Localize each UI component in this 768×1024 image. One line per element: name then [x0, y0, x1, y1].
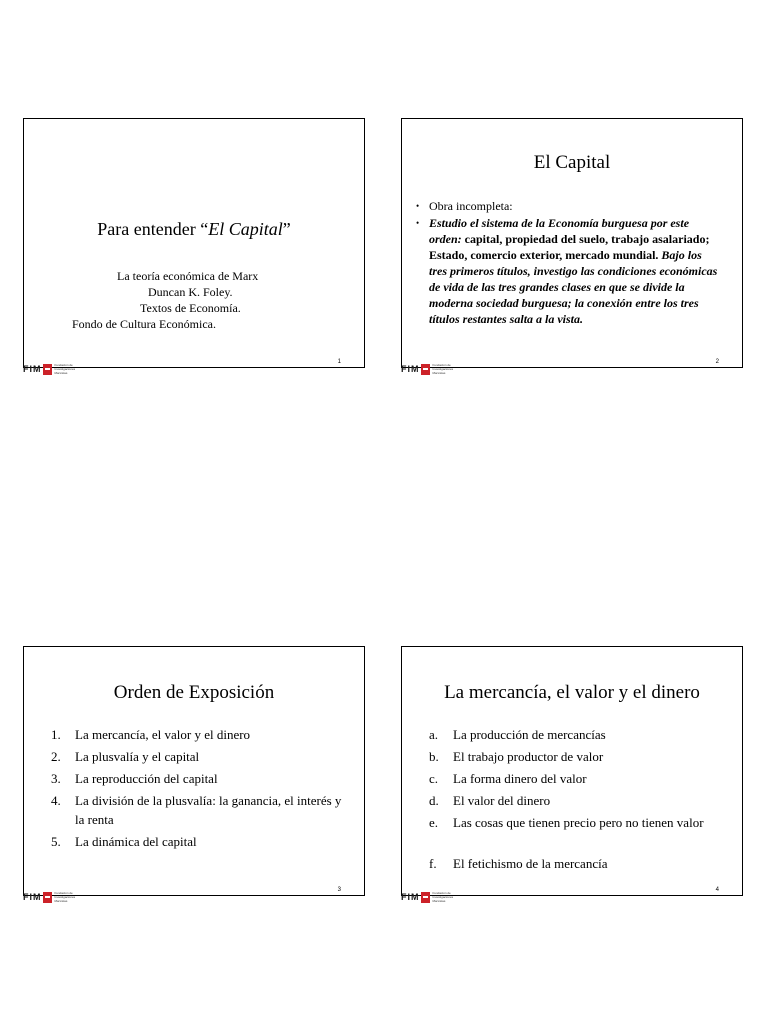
logo-text: Fundación de Investigaciones Marxistas [432, 891, 454, 903]
fim-logo [23, 362, 75, 376]
logo-mark-icon [421, 892, 430, 903]
subtitle-line: Fondo de Cultura Económica. [72, 317, 216, 331]
page-number: 4 [715, 887, 719, 893]
subtitle-line: La teoría económica de Marx [117, 269, 259, 283]
logo-text: Fundación de Investigaciones Marxistas [54, 891, 76, 903]
slide-title: Para entender “El Capital” [97, 219, 291, 239]
logo-mark-icon [421, 364, 430, 375]
page-number: 1 [337, 359, 341, 365]
slide-4: La mercancía, el valor y el dinero a. La producción de mercancías b. El trabajo productor de valor c. La forma dinero del valor d. El valor del dinero e. Las cosas que tienen precio pero no tienen valor f. El fetichismo de la mercancía 4 [401, 646, 743, 896]
logo-wordmark: FIM [23, 364, 42, 374]
slide-title: El Capital [533, 152, 611, 173]
subtitle-line: Textos de Economía. [140, 301, 241, 315]
logo-wordmark: FIM [401, 892, 420, 902]
bullet-item: • Obra incompleta: [416, 199, 513, 213]
logo-wordmark: FIM [401, 364, 420, 374]
page-number: 2 [715, 359, 719, 365]
logo-text: Fundación de Investigaciones Marxistas [432, 363, 454, 375]
logo-mark-icon [43, 892, 52, 903]
bullet-item: • Estudio el sistema de la Economía burguesa por este orden: capital, propiedad del suelo, trabajo asalariado; Estado, comercio exterior, mercado mundial. Bajo los tres primeros títulos, investigo las condiciones económicas de vida de las tres grandes clases en que se divide la moderna sociedad burguesa; la conexión entre los tres títulos restantes salta a la vista. [416, 216, 718, 326]
bullet-icon: • [416, 201, 420, 211]
page-number: 3 [337, 887, 341, 893]
slide-title: Orden de Exposición [113, 682, 275, 703]
slide-3: Orden de Exposición 1. La mercancía, el valor y el dinero 2. La plusvalía y el capital 3. La reproducción del capital 4. La división de la plusvalía: la ganancia, el interés y la renta 5. La dinámica del capital 3 [23, 646, 365, 896]
fim-logo [401, 890, 453, 904]
logo-mark-icon [43, 364, 52, 375]
fim-logo [23, 890, 75, 904]
slide-1 [23, 118, 365, 368]
fim-logo [401, 362, 453, 376]
logo-wordmark: FIM [23, 892, 42, 902]
subtitle-line: Duncan K. Foley. [148, 285, 233, 299]
logo-text: Fundación de Investigaciones Marxistas [54, 363, 76, 375]
bullet-icon: • [416, 218, 420, 228]
slide-2 [401, 118, 743, 368]
slide-title: La mercancía, el valor y el dinero [444, 682, 700, 703]
